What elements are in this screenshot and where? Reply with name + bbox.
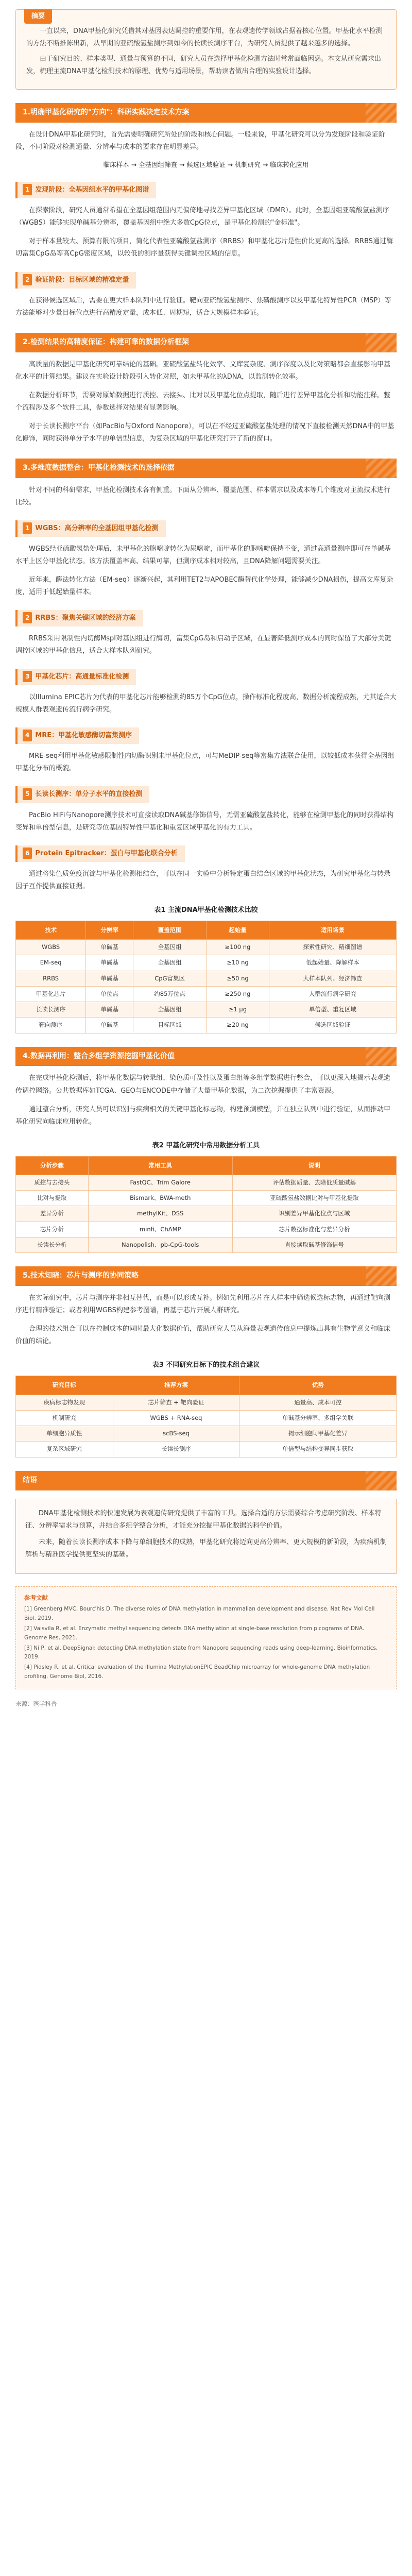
- section-heading: 5.技术知晓：芯片与测序的协同策略: [15, 1266, 397, 1286]
- comparison-table: [15, 921, 397, 1033]
- table-cell: 单碱基分辨率、多组学关联: [239, 1410, 397, 1426]
- summary-paragraph: 未来，随着长读长测序成本下降与单细胞技术的成熟，甲基化研究将迈向更高分辨率、更大规模的新阶段，为疾病机制解析与精准医学提供更坚实的基础。: [25, 1538, 387, 1558]
- table-header-cell: 起始量: [207, 921, 269, 939]
- subsection-title: Protein Epitracker：蛋白与甲基化联合分析: [35, 849, 178, 857]
- table-cell: ≥50 ng: [207, 971, 269, 986]
- table-row: [16, 1442, 397, 1457]
- subsection-number: 5: [23, 788, 32, 800]
- table-row: [16, 971, 397, 986]
- subsection-heading: [15, 272, 136, 289]
- subsection-title: RRBS：聚焦关键区域的经济方案: [35, 614, 136, 622]
- table-row: [16, 1395, 397, 1410]
- table-cell: 单碱基: [86, 1018, 133, 1033]
- table-cell: scBS-seq: [113, 1426, 239, 1442]
- table-cell: WGBS: [16, 940, 86, 955]
- subsection-title: 验证阶段：目标区域的精准定量: [35, 276, 129, 284]
- table-cell: minfi、ChAMP: [88, 1222, 232, 1237]
- table-cell: 单碱基: [86, 955, 133, 971]
- table-cell: 甲基化芯片: [16, 986, 86, 1002]
- references-title: 参考文献: [24, 1594, 48, 1601]
- table-cell: 单碱基: [86, 971, 133, 986]
- subsection-title: WGBS：高分辨率的全基因组甲基化检测: [35, 524, 159, 532]
- table-cell: 低起始量、降解样本: [269, 955, 396, 971]
- subsection-heading: [15, 786, 149, 803]
- table-row: [16, 1237, 397, 1252]
- table-cell: 通量高、成本可控: [239, 1395, 397, 1410]
- table-header-cell: 技术: [16, 921, 86, 939]
- table-cell: 目标区域: [133, 1018, 206, 1033]
- table-cell: 单细胞异质性: [16, 1426, 113, 1442]
- table-header-cell: 覆盖范围: [133, 921, 206, 939]
- table-cell: EM-seq: [16, 955, 86, 971]
- table-row: [16, 955, 397, 971]
- paragraph: 以Illumina EPIC芯片为代表的甲基化芯片能够检测约85万个CpG位点，操作标准化程度高，数据分析流程成熟，尤其适合大规模人群表观遗传流行病学研究。: [15, 693, 397, 714]
- table-cell: 单碱基: [86, 1002, 133, 1018]
- intro-card: [15, 9, 397, 90]
- table-row: [16, 1410, 397, 1426]
- table-cell: 大样本队列、经济筛查: [269, 971, 396, 986]
- article-page: [0, 9, 412, 1730]
- section-heading: 3.多维度数据整合：甲基化检测技术的选择依据: [15, 459, 397, 478]
- table-cell: 芯片筛查 + 靶向验证: [113, 1395, 239, 1410]
- table-cell: 揭示细胞间甲基化差异: [239, 1426, 397, 1442]
- source-line: 来源：医学科普: [15, 1700, 57, 1707]
- table-cell: 直接读取碱基修饰信号: [232, 1237, 396, 1252]
- subsection-title: 发现阶段：全基因组水平的甲基化图谱: [35, 186, 149, 194]
- paragraph: WGBS经亚硫酸氢盐处理后，未甲基化的胞嘧啶转化为尿嘧啶，而甲基化的胞嘧啶保持不变，通过高通量测序即可在单碱基水平上区分甲基化状态。该方法覆盖率高、结果可靠，但测序成本相对较高，且DNA降解问题需要关注。: [15, 545, 391, 565]
- paragraph: 通过将染色质免疫沉淀与甲基化检测相结合，可以在同一实验中分析特定蛋白结合区域的甲基化状态，为研究甲基化与转录因子互作提供直接证据。: [15, 870, 391, 890]
- table-cell: 单碱基: [86, 940, 133, 955]
- table-cell: 亚硫酸氢盐数据比对与甲基化提取: [232, 1191, 396, 1206]
- table-cell: methylKit、DSS: [88, 1206, 232, 1222]
- table-header-cell: 分析步骤: [16, 1156, 89, 1175]
- table-cell: Nanopolish、pb-CpG-tools: [88, 1237, 232, 1252]
- table-row: [16, 1426, 397, 1442]
- table-row: [16, 1018, 397, 1033]
- table-header-cell: 适用场景: [269, 921, 396, 939]
- table-cell: ≥1 μg: [207, 1002, 269, 1018]
- subsection-heading: [15, 845, 185, 862]
- tools-table: [15, 1156, 397, 1253]
- table-row: [16, 940, 397, 955]
- subsection-title: 甲基化芯片：高通量标准化检测: [35, 673, 129, 681]
- subsection-number: 3: [23, 671, 32, 682]
- subsection-heading: [15, 669, 136, 685]
- table-row: [16, 1222, 397, 1237]
- reference-item: [1] Greenberg MVC, Bourc'his D. The diverse roles of DNA methylation in mammalian development and disease. Nat Rev Mol Cell Biol, 2019.: [24, 1606, 375, 1622]
- paragraph: 近年来，酶法转化方法（EM-seq）逐渐兴起，其利用TET2与APOBEC酶替代化学处理，能够减少DNA损伤，提高文库复杂度，适用于低起始量样本。: [15, 575, 393, 597]
- intro-paragraph: 由于研究目的、样本类型、通量与预算的不同，研究人员在选择甲基化检测方法时常常面临困惑。本文从研究需求出发，梳理主流DNA甲基化检测技术的原理、优势与适用场景，帮助读者做出合理的实验设计选择。: [26, 55, 382, 76]
- table-cell: 人群流行病学研究: [269, 986, 396, 1002]
- table-cell: 探索性研究、精细图谱: [269, 940, 396, 955]
- table-cell: 靶向测序: [16, 1018, 86, 1033]
- table-cell: 比对与提取: [16, 1191, 89, 1206]
- table-cell: 疾病标志物发现: [16, 1395, 113, 1410]
- subsection-number: 1: [23, 184, 32, 195]
- table-cell: FastQC、Trim Galore: [88, 1175, 232, 1190]
- paragraph: PacBio HiFi与Nanopore测序技术可直接读取DNA碱基修饰信号，无需亚硫酸氢盐转化，能够在检测甲基化的同时获得结构变异和单倍型信息，是研究等位基因特异性甲基化和重复区域甲基化的有力工具。: [15, 811, 394, 832]
- reference-item: [4] Pidsley R, et al. Critical evaluation of the Illumina MethylationEPIC BeadChip microarray for whole-genome DNA methylation profiling. Genome Biol, 2016.: [24, 1664, 370, 1680]
- subsection-heading: [15, 182, 156, 198]
- reference-item: [2] Vaisvila R, et al. Enzymatic methyl sequencing detects DNA methylation at single-base resolution from picograms of DNA. Genome Res, 2021.: [24, 1625, 365, 1641]
- table-cell: ≥250 ng: [207, 986, 269, 1002]
- intro-tag: 摘要: [24, 9, 52, 24]
- table-cell: 长读长测序: [113, 1442, 239, 1457]
- table-cell: 差异分析: [16, 1206, 89, 1222]
- paragraph: 在获得候选区域后，需要在更大样本队列中进行验证。靶向亚硫酸氢盐测序、焦磷酸测序以及甲基化特异性PCR（MSP）等方法能够对少量目标位点进行高精度定量，成本低、周期短，适合大规模样本验证。: [15, 296, 391, 317]
- section-heading: 4.数据再利用：整合多组学资源挖掘甲基化价值: [15, 1047, 397, 1066]
- strategy-table: [15, 1376, 397, 1457]
- table-cell: 单倍型与结构变异同步获取: [239, 1442, 397, 1457]
- subsection-title: MRE：甲基化敏感酶切富集测序: [35, 732, 132, 740]
- table-header-cell: 推荐方案: [113, 1376, 239, 1395]
- table-cell: 候选区域验证: [269, 1018, 396, 1033]
- table-cell: 识别差异甲基化位点与区域: [232, 1206, 396, 1222]
- table-cell: 长读长分析: [16, 1237, 89, 1252]
- subsection-number: 2: [23, 274, 32, 285]
- subsection-number: 4: [23, 730, 32, 741]
- table-header-row: [16, 1376, 397, 1395]
- table-row: [16, 1002, 397, 1018]
- table-header-row: [16, 921, 397, 939]
- table-cell: 全基因组: [133, 955, 206, 971]
- table-row: [16, 986, 397, 1002]
- table-row: [16, 1175, 397, 1190]
- table-cell: 单位点: [86, 986, 133, 1002]
- subsection-number: 6: [23, 848, 32, 859]
- subsection-number: 2: [23, 612, 32, 623]
- table-header-cell: 分辨率: [86, 921, 133, 939]
- section-heading: 2.检测结果的高精度保证：构建可靠的数据分析框架: [15, 333, 397, 352]
- table-cell: 约85万位点: [133, 986, 206, 1002]
- paragraph: 在实际研究中，芯片与测序并非相互替代，而是可以形成互补。例如先利用芯片在大样本中筛选候选标志物，再通过靶向测序进行精准验证；或者利用WGBS构建参考图谱，再基于芯片开展人群研究。: [15, 1294, 391, 1315]
- paragraph: RRBS采用限制性内切酶MspI对基因组进行酶切，富集CpG岛和启动子区域，在显著降低测序成本的同时保留了大部分关键调控区域的甲基化信息，适合大样本队列研究。: [15, 635, 391, 655]
- subsection-title: 长读长测序：单分子水平的直接检测: [35, 790, 143, 799]
- paragraph: 通过整合分析，研究人员可以识别与疾病相关的关键甲基化标志物，构建预测模型，并在独立队列中进行验证，从而推动甲基化研究向临床应用转化。: [15, 1105, 391, 1126]
- table-cell: Bismark、BWA-meth: [88, 1191, 232, 1206]
- paragraph: 高质量的数据是甲基化研究可靠结论的基础。亚硫酸氢盐转化效率、文库复杂度、测序深度以及比对策略都会直接影响甲基化水平的计算结果。建议在实验设计阶段引入转化对照，如未甲基化的λDNA，以监测转化效率。: [15, 360, 391, 381]
- table-cell: 长读长测序: [16, 1002, 86, 1018]
- table-cell: 质控与去接头: [16, 1175, 89, 1190]
- subsection-heading: [15, 727, 139, 744]
- table-header-cell: 研究目标: [16, 1376, 113, 1395]
- table-cell: 单倍型、重复区域: [269, 1002, 396, 1018]
- summary-heading: 结语: [15, 1471, 397, 1490]
- paragraph: 针对不同的科研需求，甲基化检测技术各有侧重。下面从分辨率、覆盖范围、样本需求以及成本等几个维度对主流技术进行比较。: [15, 486, 391, 506]
- table-header-cell: 常用工具: [88, 1156, 232, 1175]
- table-cell: ≥100 ng: [207, 940, 269, 955]
- table-cell: 评估数据质量、去除低质量碱基: [232, 1175, 396, 1190]
- table-cell: RRBS: [16, 971, 86, 986]
- table-cell: 全基因组: [133, 940, 206, 955]
- table-header-row: [16, 1156, 397, 1175]
- table-cell: 机制研究: [16, 1410, 113, 1426]
- paragraph: 合理的技术组合可以在控制成本的同时最大化数据价值，帮助研究人员从海量表观遗传信息中提炼出具有生物学意义和临床价值的结论。: [15, 1325, 391, 1346]
- table-cell: 芯片数据标准化与差异分析: [232, 1222, 396, 1237]
- paragraph: 在探索阶段，研究人员通常希望在全基因组范围内无偏倚地寻找差异甲基化区域（DMR）。此时，全基因组亚硫酸氢盐测序（WGBS）能够实现单碱基分辨率，覆盖基因组中绝大多数CpG位点，是甲基化检测的"金标准"。: [15, 207, 389, 227]
- intro-paragraph: 一直以来，DNA甲基化研究凭借其对基因表达调控的重要作用，在表观遗传学领域占据着核心位置。甲基化水平检测的方法不断推陈出新，从早期的亚硫酸氢盐测序到如今的长读长测序平台，为研究人员提供了越来越多的选择。: [26, 27, 383, 48]
- paragraph: 对于样本量较大、预算有限的项目，简化代表性亚硫酸氢盐测序（RRBS）和甲基化芯片是性价比更高的选择。RRBS通过酶切富集CpG岛等高CpG密度区域，以较低的测序量获得关键调控区域的信息。: [15, 238, 393, 258]
- table-cell: CpG富集区: [133, 971, 206, 986]
- table-header-cell: 优势: [239, 1376, 397, 1395]
- table-title: 表1 主流DNA甲基化检测技术比较: [154, 906, 258, 914]
- references-box: [15, 1586, 397, 1689]
- table-cell: 复杂区域研究: [16, 1442, 113, 1457]
- table-row: [16, 1206, 397, 1222]
- section-heading: 1.明确甲基化研究的"方向"：科研实践决定技术方案: [15, 103, 397, 123]
- paragraph: MRE-seq利用甲基化敏感限制性内切酶识别未甲基化位点，可与MeDIP-seq等富集方法联合使用，以较低成本获得全基因组甲基化分布的概貌。: [15, 752, 394, 773]
- table-cell: ≥10 ng: [207, 955, 269, 971]
- table-cell: WGBS + RNA-seq: [113, 1410, 239, 1426]
- workflow-line: 临床样本 → 全基因组筛查 → 候选区域验证 → 机制研究 → 临床转化应用: [103, 161, 309, 169]
- table-title: 表2 甲基化研究中常用数据分析工具: [152, 1141, 260, 1149]
- paragraph: 在数据分析环节，需要对原始数据进行质控、去接头、比对以及甲基化位点提取，随后进行差异甲基化分析和功能注释。整个流程涉及多个软件工具，参数选择对结果有显著影响。: [15, 391, 391, 412]
- table-title: 表3 不同研究目标下的技术组合建议: [152, 1361, 260, 1369]
- table-cell: 芯片分析: [16, 1222, 89, 1237]
- paragraph: 在设计DNA甲基化研究时，首先需要明确研究所处的阶段和核心问题。一般来说，甲基化研究可以分为发现阶段和验证阶段，不同阶段对检测通量、分辨率与成本的要求存在明显差异。: [15, 131, 385, 151]
- subsection-number: 1: [23, 522, 32, 534]
- summary-paragraph: DNA甲基化检测技术的快速发展为表观遗传研究提供了丰富的工具。选择合适的方法需要综合考虑研究阶段、样本特征、分辨率需求与预算，并结合多组学整合分析，才能充分挖掘甲基化数据的科学价值。: [25, 1509, 382, 1530]
- table-row: [16, 1191, 397, 1206]
- reference-item: [3] Ni P, et al. DeepSignal: detecting DNA methylation state from Nanopore sequencing reads using deep-learning. Bioinformatics, 2019.: [24, 1645, 378, 1660]
- paragraph: 在完成甲基化检测后，将甲基化数据与转录组、染色质可及性以及蛋白组等多组学数据进行整合，可以更深入地揭示表观遗传调控网络。公共数据库如TCGA、GEO与ENCODE中存储了大量甲基化数据，为二次挖掘提供了丰富资源。: [15, 1074, 391, 1095]
- subsection-heading: [15, 520, 166, 537]
- table-header-cell: 说明: [232, 1156, 396, 1175]
- paragraph: 对于长读长测序平台（如PacBio与Oxford Nanopore），可以在不经过亚硫酸氢盐处理的情况下直接检测天然DNA中的甲基化修饰，同时获得单分子水平的单倍型信息，为复杂区域的甲基化研究打开了新的窗口。: [15, 422, 394, 443]
- table-cell: 全基因组: [133, 1002, 206, 1018]
- table-cell: ≥20 ng: [207, 1018, 269, 1033]
- summary-box: [15, 1499, 397, 1574]
- subsection-heading: [15, 610, 143, 626]
